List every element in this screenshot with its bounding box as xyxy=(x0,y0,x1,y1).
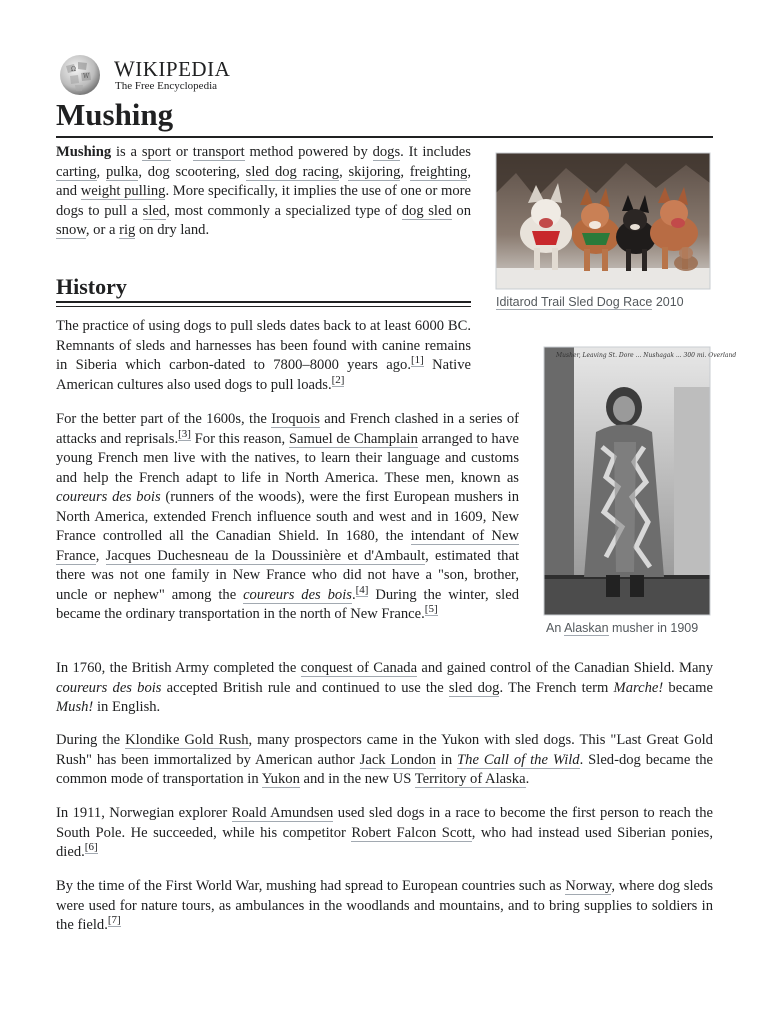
citation-2[interactable]: [2] xyxy=(331,373,345,386)
link-jacques-duchesneau[interactable]: Jacques Duchesneau de la Doussinière et d'Ambault xyxy=(105,547,426,564)
link-carting[interactable]: carting xyxy=(56,163,97,180)
citation-3[interactable]: [3] xyxy=(178,427,191,440)
link-pulka[interactable]: pulka xyxy=(105,163,139,180)
svg-text:W: W xyxy=(83,73,90,80)
italic-coureurs-des-bois: coureurs des bois xyxy=(56,489,161,505)
citation-4[interactable]: [4] xyxy=(355,583,369,596)
intro-paragraph: Mushing is a sport or transport method powered by dogs. It includes carting, pulka, dog scootering, sled dog racing, skijoring, freighting, and weight pulling. More specifically, it implies the use of one or more dogs to pull a sled, most commonly a specialized type of dog sled on snow, or a rig on dry land. xyxy=(56,144,472,238)
link-snow[interactable]: snow xyxy=(56,222,86,238)
figure-sled-dogs-caption: Iditarod Trail Sled Dog Race 2010 xyxy=(496,295,684,309)
citation-1[interactable]: [1] xyxy=(410,354,424,367)
link-klondike-gold-rush[interactable]: Klondike Gold Rush xyxy=(125,732,249,748)
link-transport[interactable]: transport xyxy=(192,144,245,160)
link-sled[interactable]: sled xyxy=(142,202,167,219)
link-jack-london[interactable]: Jack London xyxy=(359,751,436,768)
citation-7[interactable]: [7] xyxy=(107,914,121,927)
musher-photo[interactable] xyxy=(544,347,737,615)
link-dogs[interactable]: dogs xyxy=(372,144,401,160)
svg-text:Ω: Ω xyxy=(71,66,76,73)
link-samuel-de-champlain[interactable]: Samuel de Champlain xyxy=(288,430,418,447)
intro-bold-term: Mushing xyxy=(56,144,112,160)
history-paragraph-1: The practice of using dogs to pull sleds dates back to at least 6000 BC. Remnants of sleds and harnesses has been found with canine remains in Siberia which carbon-dated to 7800–8000 years ago.[1] Native American cultures also used dogs to pull loads.[2] xyxy=(56,318,471,393)
link-iditarod[interactable]: Iditarod Trail Sled Dog Race xyxy=(496,295,653,309)
link-robert-falcon-scott[interactable]: Robert Falcon Scott xyxy=(351,824,472,841)
link-iroquois[interactable]: Iroquois xyxy=(271,411,320,427)
link-dog-sled[interactable]: dog sled xyxy=(401,202,452,219)
figure-sled-dogs xyxy=(496,153,710,309)
wikipedia-globe-icon xyxy=(56,54,104,96)
link-sled-dog[interactable]: sled dog xyxy=(448,679,500,696)
figure-musher-caption: An Alaskan musher in 1909 xyxy=(546,621,699,635)
link-skijoring[interactable]: skijoring xyxy=(348,163,401,180)
link-territory-of-alaska[interactable]: Territory of Alaska xyxy=(414,771,526,787)
history-paragraph-2: For the better part of the 1600s, the Iroquois and French clashed in a series of attacks and reprisals.[3] For this reason, Samuel de Champlain arranged to have young French men live with the natives, to learn their language and customs and help the French adapt to life in North America. These men, known as coureurs des bois (runners of the woods), were the first European mushers in North America, extended French influence south and west and in 1609, New France controlled all the Canadian Shield. In 1680, the intendant of New France, Jacques Duchesneau de la Doussinière et d'Ambault, estimated that there was not one family in New France who did not have a "son, brother, uncle or nephew" among the coureurs des bois.[4] During the winter, sled became the ordinary transportation in the north of New France.[5] xyxy=(56,411,520,622)
link-norway[interactable]: Norway xyxy=(565,878,612,894)
wikipedia-tagline: The Free Encyclopedia xyxy=(115,80,218,92)
link-weight-pulling[interactable]: weight pulling xyxy=(80,183,166,199)
history-paragraph-6: By the time of the First World War, mushing had spread to European countries such as Norway, where dog sleds were used for nature tours, as ambulances in the woodlands and mountains, and to bring supplies to soldiers in the field.[7] xyxy=(56,878,713,933)
link-sled-dog-racing[interactable]: sled dog racing xyxy=(245,163,340,180)
history-heading: History xyxy=(56,274,127,299)
wikipedia-wordmark: WIKIPEDIA xyxy=(114,56,231,81)
sled-dogs-photo[interactable] xyxy=(496,153,710,289)
link-roald-amundsen[interactable]: Roald Amundsen xyxy=(231,805,334,821)
link-sport[interactable]: sport xyxy=(141,144,171,160)
citation-5[interactable]: [5] xyxy=(424,603,438,616)
history-paragraph-3: In 1760, the British Army completed the conquest of Canada and gained control of the Canadian Shield. Many coureurs des bois accepted British rule and continued to use the sled dog. The French term Marche! became Mush! in English. xyxy=(56,660,714,715)
title-divider xyxy=(56,136,713,138)
wikipedia-logo[interactable] xyxy=(56,54,256,96)
history-divider-thin xyxy=(56,306,471,307)
photo-inscription: Musher, Leaving St. Dore ... Nushagak ... 300 mi. Overland xyxy=(556,352,737,359)
link-call-of-the-wild[interactable]: The Call of the Wild xyxy=(457,751,580,768)
history-paragraph-4: During the Klondike Gold Rush, many prospectors came in the Yukon with sled dogs. This "Last Great Gold Rush" has been immortalized by American author Jack London in The Call of the Wild. Sled-dog became the common mode of transportation in Yukon and in the new US Territory of Alaska. xyxy=(56,732,714,787)
link-yukon[interactable]: Yukon xyxy=(261,771,300,787)
link-alaskan[interactable]: Alaskan xyxy=(564,621,609,635)
history-divider xyxy=(56,301,471,303)
link-coureurs-des-bois[interactable]: coureurs des bois xyxy=(243,586,352,603)
link-rig[interactable]: rig xyxy=(119,222,136,238)
figure-musher xyxy=(544,347,737,635)
link-conquest-of-canada[interactable]: conquest of Canada xyxy=(300,660,418,676)
history-paragraph-5: In 1911, Norwegian explorer Roald Amundsen used sled dogs in a race to become the first person to reach the South Pole. He succeeded, while his competitor Robert Falcon Scott, who had instead used Siberian ponies, died.[6] xyxy=(56,805,713,860)
link-intendant-of-new-france[interactable]: intendant of New France xyxy=(56,528,519,564)
page-title: Mushing xyxy=(56,97,174,132)
citation-6[interactable]: [6] xyxy=(84,841,98,854)
link-freighting[interactable]: freighting xyxy=(409,163,468,180)
